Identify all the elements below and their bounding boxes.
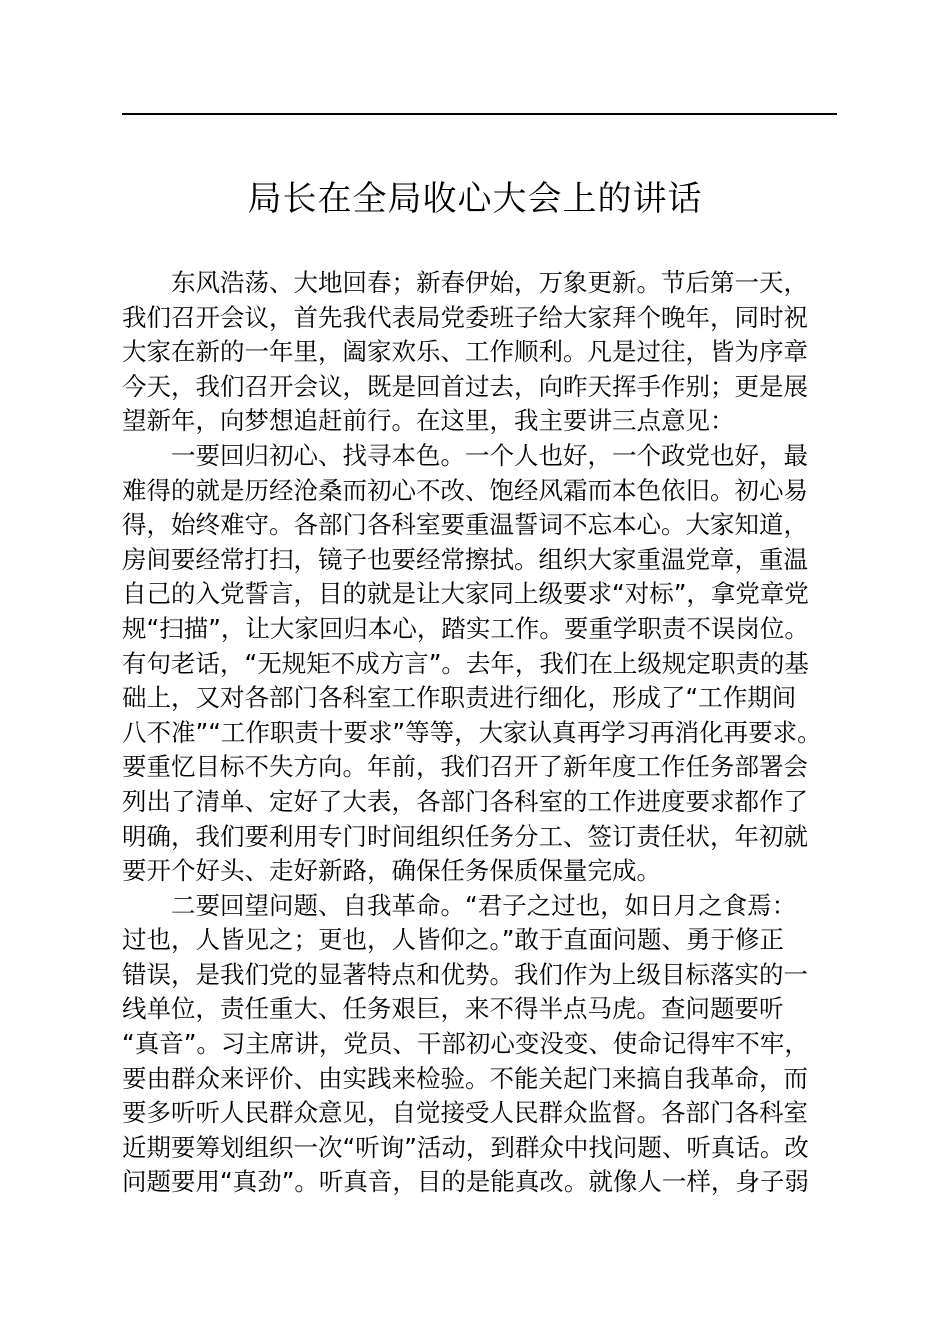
paragraph-line: 明确，我们要利用专门时间组织任务分工、签订责任状，年初就 bbox=[122, 821, 808, 851]
paragraph-line: 要多听听人民群众意见，自觉接受人民群众监督。各部门各科室 bbox=[122, 1098, 808, 1128]
paragraph-line: 近期要筹划组织一次“听询”活动，到群众中找问题、听真话。改 bbox=[122, 1132, 809, 1162]
paragraph-line: 有句老话，“无规矩不成方言”。去年，我们在上级规定职责的基 bbox=[122, 648, 809, 678]
paragraph-line: 一要回归初心、找寻本色。一个人也好，一个政党也好，最 bbox=[171, 440, 808, 470]
paragraph-line: 过也，人皆见之；更也，人皆仰之。”敢于直面问题、勇于修正 bbox=[122, 925, 784, 955]
paragraph-line: 二要回望问题、自我革命。“君子之过也，如日月之食焉： bbox=[171, 890, 797, 920]
paragraph-line: 八不准”“工作职责十要求”等等，大家认真再学习再消化再要求。 bbox=[122, 717, 822, 747]
paragraph-line: 规“扫描”，让大家回归本心，踏实工作。要重学职责不误岗位。 bbox=[122, 613, 809, 643]
paragraph-line: 房间要经常打扫，镜子也要经常擦拭。组织大家重温党章，重温 bbox=[122, 544, 808, 574]
paragraph-line: 东风浩荡、大地回春；新春伊始，万象更新。节后第一天， bbox=[171, 268, 808, 297]
paragraph-line: 自己的入党誓言，目的就是让大家同上级要求“对标”，拿党章党 bbox=[122, 579, 809, 609]
header-divider bbox=[122, 113, 837, 115]
paragraph-line: 难得的就是历经沧桑而初心不改、饱经风霜而本色依旧。初心易 bbox=[122, 475, 808, 505]
paragraph-line: 要开个好头、走好新路，确保任务保质保量完成。 bbox=[122, 856, 661, 886]
paragraph-line: “真音”。习主席讲，党员、干部初心变没变、使命记得牢不牢， bbox=[122, 1029, 809, 1059]
paragraph-line: 今天，我们召开会议，既是回首过去，向昨天挥手作别；更是展 bbox=[122, 371, 808, 401]
paragraph-line: 列出了清单、定好了大表，各部门各科室的工作进度要求都作了 bbox=[122, 786, 808, 816]
paragraph-line: 大家在新的一年里，阖家欢乐、工作顺利。凡是过往，皆为序章 bbox=[122, 337, 808, 367]
paragraph-line: 得，始终难守。各部门各科室要重温誓词不忘本心。大家知道， bbox=[122, 510, 808, 540]
paragraph-line: 要由群众来评价、由实践来检验。不能关起门来搞自我革命，而 bbox=[122, 1063, 808, 1093]
paragraph-line: 础上，又对各部门各科室工作职责进行细化，形成了“工作期间 bbox=[122, 683, 797, 713]
paragraph-line: 问题要用“真劲”。听真音，目的是能真改。就像人一样，身子弱 bbox=[122, 1167, 809, 1197]
document-body bbox=[122, 266, 852, 1200]
paragraph-line: 我们召开会议，首先我代表局党委班子给大家拜个晚年，同时祝 bbox=[122, 302, 808, 332]
paragraph-line: 要重忆目标不失方向。年前，我们召开了新年度工作任务部署会 bbox=[122, 752, 808, 782]
paragraph-line: 错误，是我们党的显著特点和优势。我们作为上级目标落实的一 bbox=[122, 959, 808, 989]
paragraph-line: 线单位，责任重大、任务艰巨，来不得半点马虎。查问题要听 bbox=[122, 994, 784, 1024]
document-title: 局长在全局收心大会上的讲话 bbox=[247, 179, 703, 219]
paragraph-line: 望新年，向梦想追赶前行。在这里，我主要讲三点意见： bbox=[122, 406, 735, 436]
